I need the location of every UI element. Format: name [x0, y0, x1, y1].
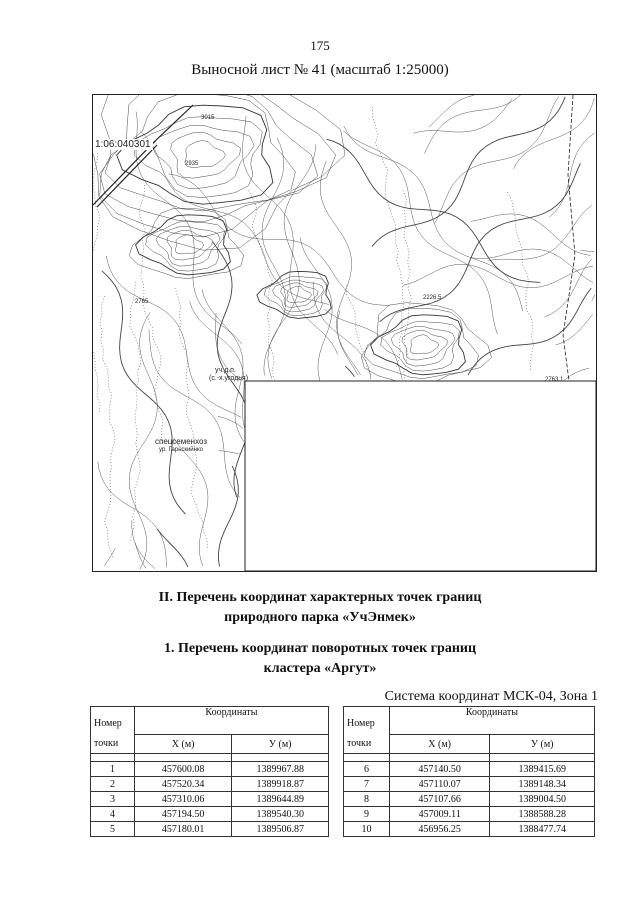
- map-blank-area: [245, 381, 596, 571]
- place-label: спецсеменхоз: [155, 437, 208, 446]
- header-coordinates: Координаты: [134, 707, 328, 735]
- contour-line: [300, 237, 332, 381]
- contour-line: [514, 98, 595, 169]
- contour-line: [174, 438, 208, 566]
- contour-line: [268, 145, 316, 379]
- contour-line: [218, 416, 243, 428]
- table-row: [344, 807, 595, 822]
- contour-line: [556, 314, 593, 345]
- section-heading: [0, 588, 640, 628]
- header-point-text: точки: [94, 738, 119, 749]
- elevation-label: 2763.1: [545, 377, 564, 383]
- y-coordinate-cell: 1389415.69: [490, 762, 595, 777]
- spacer-cell: [232, 754, 329, 762]
- header-y: У (м): [232, 735, 329, 754]
- point-number-cell: 3: [91, 792, 135, 807]
- y-coordinate-cell: 1389644.89: [232, 792, 329, 807]
- point-number-cell: 10: [344, 822, 390, 837]
- stream-line: [129, 282, 140, 543]
- x-coordinate-cell: 457310.06: [134, 792, 232, 807]
- contour-line: [117, 105, 273, 204]
- contour-line: [489, 205, 592, 260]
- y-coordinate-cell: 1389506.87: [232, 822, 329, 837]
- contour-line: [169, 174, 390, 306]
- contour-map-drawing: [93, 95, 596, 571]
- contour-line: [135, 543, 146, 569]
- contour-line: [326, 139, 540, 282]
- contour-line: [175, 235, 204, 254]
- point-number-cell: 8: [344, 792, 390, 807]
- contour-line: [152, 125, 254, 189]
- elevation-label: 2765: [135, 299, 149, 305]
- table-row: [91, 822, 329, 837]
- stream-line: [373, 107, 405, 368]
- x-coordinate-cell: 457140.50: [389, 762, 490, 777]
- topographic-map: [92, 94, 597, 572]
- elevation-label: 2935: [185, 161, 199, 167]
- page-number: 175: [310, 38, 330, 53]
- contour-line: [402, 330, 448, 360]
- contour-line: [129, 312, 157, 569]
- contour-line: [343, 131, 497, 334]
- coordinates-table-left: [90, 706, 329, 837]
- table-row: [344, 762, 595, 777]
- section-heading-line1: II. Перечень координат характерных точек границ: [158, 590, 482, 605]
- contour-line: [325, 309, 403, 379]
- subsection-heading: [0, 639, 640, 679]
- x-coordinate-cell: 457110.07: [389, 777, 490, 792]
- stream-line: [93, 153, 100, 414]
- contour-line: [262, 138, 286, 376]
- contour-line: [435, 97, 559, 223]
- place-label: (с.-х.угодья): [209, 375, 249, 382]
- stream-line: [175, 288, 208, 549]
- x-coordinate-cell: 457520.34: [134, 777, 232, 792]
- contour-line: [190, 301, 245, 428]
- subsection-heading-line2: кластера «Аргут»: [263, 661, 377, 676]
- point-number-cell: 2: [91, 777, 135, 792]
- contour-line: [102, 271, 186, 514]
- spacer-cell: [490, 754, 595, 762]
- x-coordinate-cell: 456956.25: [389, 822, 490, 837]
- contour-line: [219, 450, 240, 454]
- contour-line: [167, 230, 213, 260]
- contour-line: [425, 95, 521, 153]
- x-coordinate-cell: 457180.01: [134, 822, 232, 837]
- point-number-cell: 9: [344, 807, 390, 822]
- table-row: [344, 822, 595, 837]
- contour-line: [364, 308, 479, 378]
- contour-line: [149, 330, 240, 498]
- point-number-cell: 5: [91, 822, 135, 837]
- contour-line: [106, 256, 241, 417]
- contour-line: [202, 289, 244, 442]
- contour-line: [320, 161, 360, 375]
- x-coordinate-cell: 457194.50: [134, 807, 232, 822]
- stream-line: [100, 296, 115, 557]
- y-coordinate-cell: 1389540.30: [232, 807, 329, 822]
- header-number-text: Номер: [94, 718, 122, 729]
- contour-line: [313, 282, 371, 380]
- point-number-cell: 1: [91, 762, 135, 777]
- contour-line: [104, 548, 115, 566]
- stream-line: [403, 190, 411, 379]
- coordinates-table-right: [343, 706, 595, 837]
- point-number-cell: 4: [91, 807, 135, 822]
- contour-line: [429, 95, 474, 127]
- point-number-cell: 7: [344, 777, 390, 792]
- contour-line: [100, 95, 336, 237]
- contour-line: [105, 95, 295, 211]
- contour-line: [345, 366, 354, 377]
- coordinate-system-label: Система координат МСК-04, Зона 1: [384, 689, 598, 704]
- contour-line: [550, 133, 595, 217]
- elevation-label: 2226.5: [423, 295, 442, 301]
- x-coordinate-cell: 457009.11: [389, 807, 490, 822]
- header-x: X (м): [134, 735, 232, 754]
- boundary-line: [97, 145, 157, 207]
- place-label: ур. Гарьскийнко: [159, 447, 203, 453]
- y-coordinate-cell: 1389918.87: [232, 777, 329, 792]
- header-point-number: [344, 707, 390, 754]
- table-row: [344, 777, 595, 792]
- x-coordinate-cell: 457600.08: [134, 762, 232, 777]
- table-row: [91, 777, 329, 792]
- header-x: X (м): [389, 735, 490, 754]
- section-heading-line2: природного парка «УчЭнмек»: [224, 610, 416, 625]
- x-coordinate-cell: 457107.66: [389, 792, 490, 807]
- subsection-heading-line1: 1. Перечень координат поворотных точек границ: [163, 641, 477, 656]
- header-number-text: Номер: [347, 718, 375, 729]
- y-coordinate-cell: 1388477.74: [490, 822, 595, 837]
- contour-line: [171, 132, 241, 178]
- y-coordinate-cell: 1388588.28: [490, 807, 595, 822]
- y-coordinate-cell: 1389004.50: [490, 792, 595, 807]
- contour-line: [580, 250, 594, 252]
- contour-line: [257, 271, 331, 318]
- table-row: [91, 762, 329, 777]
- spacer-cell: [389, 754, 490, 762]
- y-coordinate-cell: 1389967.88: [232, 762, 329, 777]
- table-row: [344, 792, 595, 807]
- y-coordinate-cell: 1389148.34: [490, 777, 595, 792]
- contour-line: [287, 286, 312, 302]
- elevation-label: 3015: [201, 115, 215, 121]
- sheet-title: Выносной лист № 41 (масштаб 1:25000): [191, 62, 449, 78]
- contour-line: [544, 259, 592, 317]
- contour-line: [219, 466, 239, 566]
- contour-line: [403, 264, 593, 287]
- header-coordinates: Координаты: [389, 707, 594, 735]
- contour-line: [129, 208, 244, 278]
- contour-line: [157, 529, 188, 567]
- spacer-cell: [344, 754, 390, 762]
- spacer-cell: [91, 754, 135, 762]
- contour-line: [410, 335, 439, 354]
- table-row: [91, 807, 329, 822]
- header-point-number: [91, 707, 135, 754]
- parcel-label: 1:06:040301: [95, 139, 151, 150]
- table-row: [91, 792, 329, 807]
- place-label: уч.д.п.: [215, 367, 236, 374]
- header-point-text: точки: [347, 738, 372, 749]
- contour-line: [98, 462, 167, 567]
- contour-line: [413, 99, 512, 134]
- header-y: У (м): [490, 735, 595, 754]
- point-number-cell: 6: [344, 762, 390, 777]
- spacer-cell: [134, 754, 232, 762]
- contour-line: [592, 295, 595, 301]
